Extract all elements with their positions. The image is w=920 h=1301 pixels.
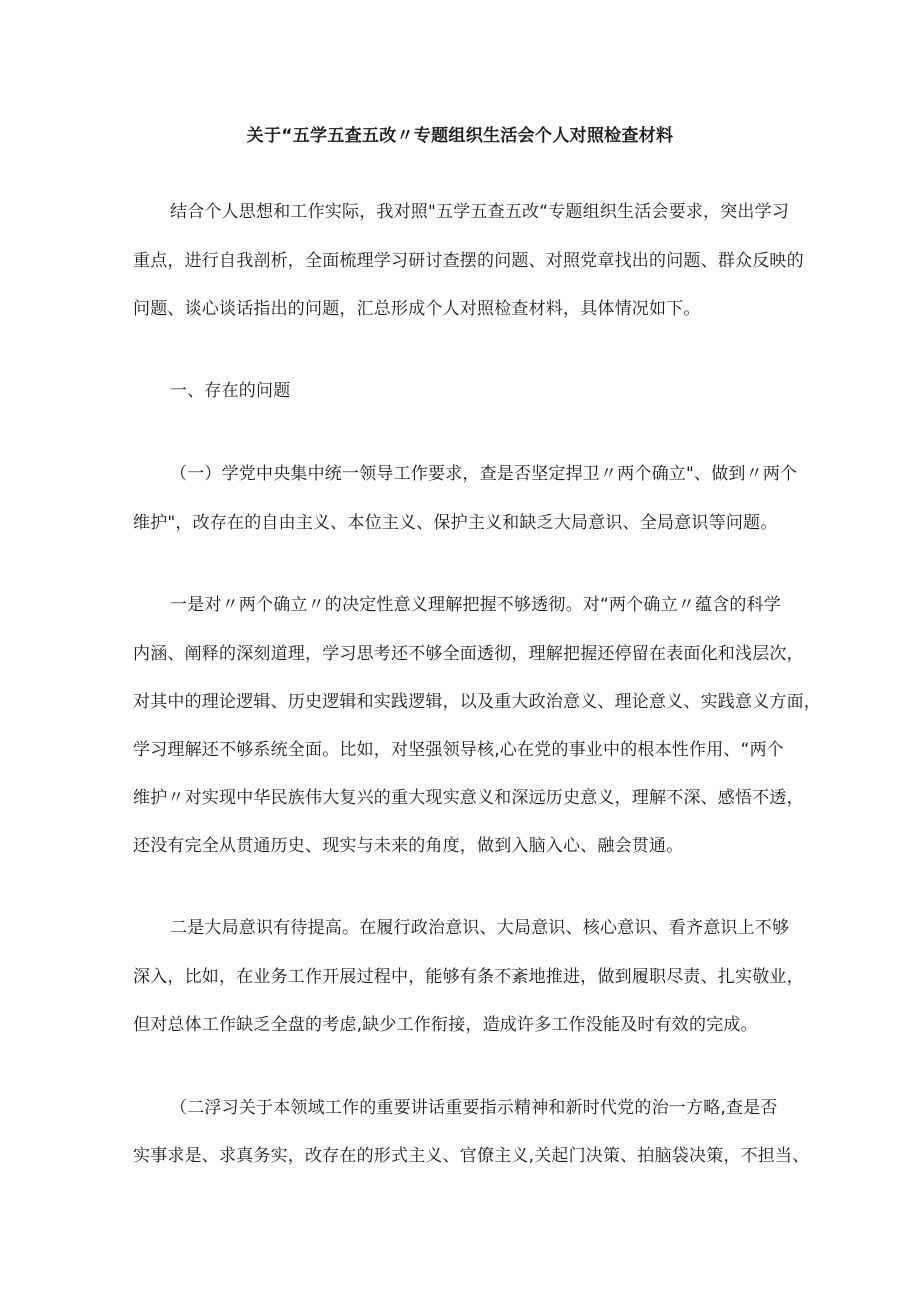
point-1-line-4: 学习理解还不够系统全面。比如，对坚强领导核,心在党的事业中的根本性作用、“两个 <box>133 740 785 760</box>
point-1-line-1: 一是对〃两个确立〃的决定性意义理解把握不够透彻。对“两个确立〃蕴含的科学 <box>170 595 782 615</box>
point-2-line-3: 但对总体工作缺乏全盘的考虑,缺少工作衔接，造成许多工作没能及时有效的完成。 <box>133 1015 758 1035</box>
subsection-1-line-1: （一）学党中央集中统一领导工作要求，查是否坚定捍卫〃两个确立"、做到〃两个 <box>170 464 798 484</box>
point-1-line-6: 还没有完全从贯通历史、现实与未来的角度，做到入脑入心、融会贯通。 <box>133 836 684 856</box>
subsection-1-line-2: 维护"，改存在的自由主义、本位主义、保护主义和缺乏大局意识、全局意识等问题。 <box>133 513 778 533</box>
intro-line-2: 重点，进行自我剖析，全面梳理学习研讨查摆的问题、对照党章找出的问题、群众反映的 <box>133 251 804 271</box>
point-2-line-1: 二是大局意识有待提高。在履行政治意识、大局意识、核心意识、看齐意识上不够 <box>170 918 790 938</box>
subsection-2-line-2: 实事求是、求真务实，改存在的形式主义、官僚主义,关起门决策、拍脑袋决策，不担当、 <box>133 1146 810 1166</box>
point-1-line-5: 维护〃对实现中华民族伟大复兴的重大现实意义和深远历史意义，理解不深、感悟不透， <box>133 788 804 808</box>
intro-line-3: 问题、谈心谈话指出的问题，汇总形成个人对照检查材料，具体情况如下。 <box>133 299 701 319</box>
subsection-2-line-1: （二浮习关于本领域工作的重要讲话重要指示精神和新时代党的治一方略,查是否 <box>170 1098 778 1118</box>
section-heading: 一、存在的问题 <box>170 381 291 401</box>
point-1-line-3: 对其中的理论逻辑、历史逻辑和实践逻辑，以及重大政治意义、理论意义、实践意义方面， <box>133 692 821 712</box>
point-1-line-2: 内涵、阐释的深刻道理，学习思考还不够全面透彻，理解把握还停留在表面化和浅层次， <box>133 644 804 664</box>
point-2-line-2: 深入，比如，在业务工作开展过程中，能够有条不紊地推进，做到履职尽责、扎实敬业， <box>133 967 804 987</box>
document-title: 关于“五学五查五改〃专题组织生活会个人对照检查材料 <box>246 126 674 146</box>
intro-line-1: 结合个人思想和工作实际，我对照"五学五查五改“专题组织生活会要求，突出学习 <box>170 202 790 222</box>
